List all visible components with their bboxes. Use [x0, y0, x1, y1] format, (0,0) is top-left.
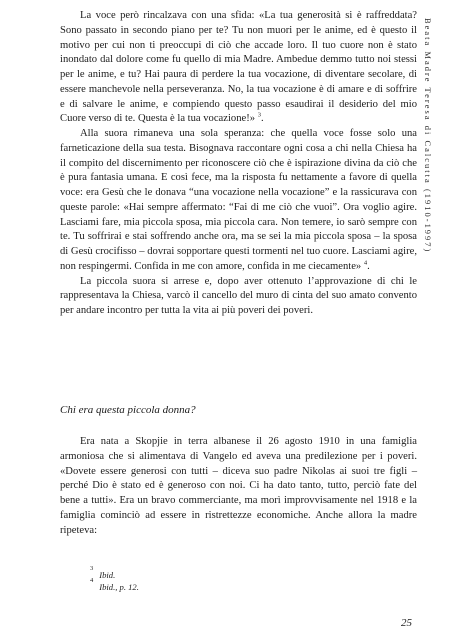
paragraph-2-text: Alla suora rimaneva una sola speranza: che quella voce fosse solo una farneticazione della sua testa. Bisognava raccontare ogni cosa a chi nella Chiesa ha il compito del discernimento per riconoscere ciò che è ispirazione divina da ciò che è pura fantasia umana. E così fece, ma la risposta fu nettamente a favore di quella voce: era Gesù che le donava “una vocazione nella vocazione” e la rassicurava con queste parole: «Hai sempre affermato: “Fai di me ciò che vuoi”. Ora voglio agire. Lasciami fare, mia piccola sposa, mia piccola cara. Non temere, io sarò sempre con te. Tu soffrirai e stai soffrendo anche ora, ma se sei la mia piccola sposa – la sposa di Gesù crocifisso – dovrai sopportare questi tormenti nel tuo cuore. Lasciami agire, non respingermi. Confida in me con amore, confida in me ciecamente»	[60, 128, 417, 272]
paragraph-1: La voce però rincalzava con una sfida: «La tua generosità si è raffreddata? Sono passato in secondo piano per te? Tu non muori per le anime, ed è questo il motivo per cui non ti preoccupi di ciò che accade loro. Il tuo cuore non è stato inondato dal dolore come fu quello di mia Madre. Ambedue demmo tutto noi stessi per le anime, e tu? Hai paura di perdere la tua vocazione, di diventare secolare, di essere manchevole nella perseveranza. No, la tua vocazione è di amare e di soffrire e di salvare le anime, e compiendo questo passo esaudirai il desiderio del mio Cuore verso di te. Questa è la tua vocazione!» $^3$.	[60, 10, 417, 125]
section-heading: Chi era questa piccola donna?	[60, 404, 196, 416]
main-text-block	[60, 9, 417, 319]
paragraph-1-text: La voce però rincalzava con una sfida: «La tua generosità si è raffreddata? Sono passato in secondo piano per te? Tu non muori per le anime, ed è questo il motivo per cui non ti preoccupi di ciò che accade loro. Il tuo cuore non è stato inondato dal dolore come fu quello di mia Madre. Ambedue demmo tutto noi stessi per le anime, e tu? Hai paura di perdere la tua vocazione, di diventare secolare, di essere manchevole nella perseveranza. No, la tua vocazione è di amare e di soffrire e di salvare le anime, e compiendo questo passo esaudirai il desiderio del mio Cuore verso di te. Questa è la tua vocazione!»	[60, 10, 417, 125]
footnote-text: Ibid.	[99, 570, 116, 580]
section-text-block	[60, 435, 417, 538]
running-head-text: Beata Madre Teresa di Calcutta (1910-1997)	[423, 18, 432, 254]
section-paragraph: Era nata a Skopjie in terra albanese il 26 agosto 1910 in una famiglia armoniosa che si alimentava di Vangelo ed aveva una predilezione per i poveri. «Dovete essere generosi con tutti – diceva suo padre Nikolas ai suoi tre figli – perché Dio è stato ed è generoso con noi. Ci ha dato tanto, tutto, perciò fate del bene a tutti». Era un bravo commerciante, ma morì improvvisamente nel 1918 e la famiglia cominciò ad essere in ristrettezze economiche. Anche allora la madre ripeteva:	[60, 436, 417, 536]
footnote-ref-4[interactable]: 4	[363, 259, 368, 267]
footnote-4	[90, 577, 390, 593]
footnote-text: Ibid., p. 12.	[99, 582, 139, 592]
page-number: 25	[401, 617, 412, 629]
footnote-3	[90, 565, 390, 581]
footnote-ref-3[interactable]: 3	[257, 111, 261, 119]
running-head	[420, 18, 434, 358]
paragraph-3	[60, 275, 417, 319]
footnote-number: 4	[90, 577, 94, 584]
paragraph-2: Alla suora rimaneva una sola speranza: che quella voce fosse solo una farneticazione della sua testa. Bisognava raccontare ogni cosa a chi nella Chiesa ha il compito del discernimento per riconoscere ciò che è ispirazione divina da ciò che è pura fantasia umana. E così fece, ma la risposta fu nettamente a favore di quella voce: era Gesù che le donava “una vocazione nella vocazione” e la rassicurava con queste parole: «Hai sempre affermato: “Fai di me ciò che vuoi”. Ora voglio agire. Lasciami fare, mia piccola sposa, mia piccola cara. Non temere, io sarò sempre con te. Tu soffrirai e stai soffrendo anche ora, ma se sei la mia piccola sposa – la sposa di Gesù crocifisso – dovrai sopportare questi tormenti nel tuo cuore. Lasciami agire, non respingermi. Confida in me con amore, confida in me ciecamente» $^4$.	[60, 128, 417, 272]
footnote-number: 3	[90, 565, 94, 572]
paragraph-3-text: La piccola suora si arrese e, dopo aver ottenuto l’approvazione di chi le rappresentava la Chiesa, varcò il cancello del muro di cinta del suo amato convento per andare incontro per tutta la vita ai più poveri dei poveri.	[60, 275, 417, 316]
footnotes	[90, 565, 390, 593]
